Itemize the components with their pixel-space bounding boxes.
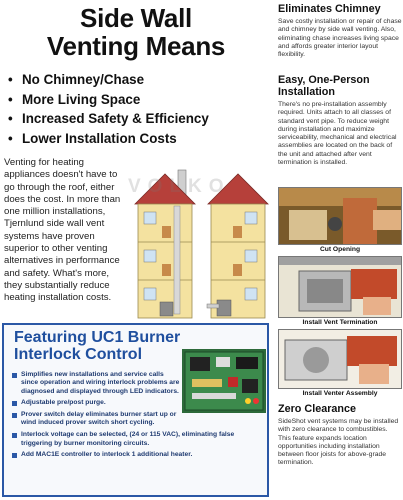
- benefit-item: • Increased Safety & Efficiency: [8, 111, 209, 126]
- bullet-square-icon: [12, 401, 17, 406]
- benefit-list: [8, 70, 272, 148]
- title-line-1: Side Wall: [80, 3, 192, 33]
- bullet-square-icon: [12, 453, 17, 458]
- bullet-square-icon: [12, 413, 17, 418]
- eliminates-chimney-text: Save costly installation or repair of chase and chimney by side wall venting. Also, eliminating chase increases living space and affords greater interior layout flexibility.: [278, 18, 402, 59]
- watermark-text: VOLKO: [128, 176, 231, 197]
- feature-item: Add MAC1E controller to interlock 1 additional heater.: [12, 451, 266, 459]
- intro-paragraph: Venting for heating appliances doesn't have to go through the roof, either does the cost. In more than one million installations, Tjernlund side wall vent systems have proven superior to other venting alternatives in performance and safety. What's more, they substantially reduce heating installation costs.: [4, 157, 121, 304]
- one-person-install-text: There's no pre-installation assembly required. Units attach to all classes of standard vent pipe. To reduce weight during installation and maximize serviceability, mechanical and electrical assemblies are located on the back of the unit and attached after vent termination is installed.: [278, 101, 397, 167]
- feature-list: [12, 371, 266, 463]
- zero-clearance-text: SideShot vent systems may be installed with zero clearance to combustibles. This feature expands location opportunities including installation between floor joists for above-grade termination.: [278, 418, 399, 467]
- feature-item: Prover switch delay eliminates burner start up or wind induced prover switch short cycling.: [12, 411, 180, 428]
- one-person-install-heading: Easy, One-Person Installation: [278, 74, 370, 98]
- feature-item: Interlock voltage can be selected, (24 or 115 VAC), eliminating false triggering by burner monitoring circuits.: [12, 431, 266, 448]
- zero-clearance-heading: Zero Clearance: [278, 403, 357, 415]
- install-venter-assembly-photo: [278, 329, 402, 389]
- feature-item: Simplifies new installations and service calls since operation and wiring interlock problems are diagnosed and displayed through LED indicators.: [12, 371, 180, 396]
- cut-opening-caption: Cut Opening: [319, 246, 361, 253]
- title-line-2: Venting Means: [46, 31, 226, 61]
- right-column: [278, 0, 403, 500]
- install-venter-assembly-caption: Install Venter Assembly: [302, 390, 378, 397]
- install-vent-termination-photo: [278, 256, 402, 318]
- uc1-feature-box: [2, 323, 269, 497]
- cut-opening-photo: [278, 187, 402, 245]
- benefit-item: • More Living Space: [8, 91, 141, 107]
- feature-title-line-1: Featuring UC1 Burner: [14, 329, 181, 346]
- benefit-item: • Lower Installation Costs: [8, 130, 177, 146]
- install-vent-termination-caption: Install Vent Termination: [302, 319, 378, 326]
- main-title: [0, 4, 272, 60]
- feature-title-line-2: Interlock Control: [14, 346, 143, 363]
- feature-item: Adjustable pre/post purge.: [12, 399, 180, 407]
- eliminates-chimney-heading: Eliminates Chimney: [278, 3, 381, 15]
- bullet-square-icon: [12, 373, 17, 378]
- bullet-square-icon: [12, 433, 17, 438]
- benefit-item: • No Chimney/Chase: [8, 72, 145, 87]
